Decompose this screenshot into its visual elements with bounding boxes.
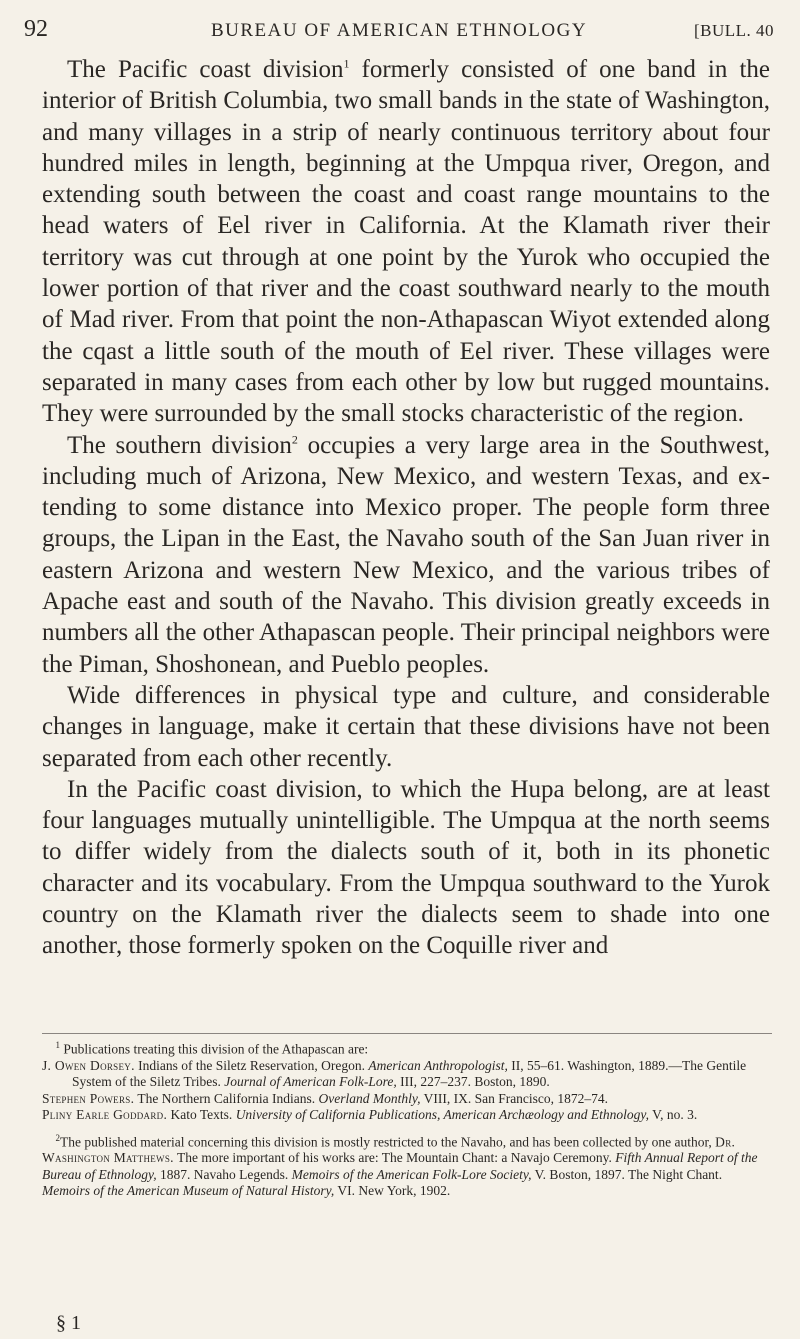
footnote-ref-2[interactable]: 2	[291, 432, 298, 447]
footnote-1	[42, 1037, 772, 1058]
citation-journal: Memoirs of the American Museum of Natural History,	[42, 1183, 335, 1199]
page-number: 92	[24, 16, 48, 42]
citation-detail: VIII, IX. San Francisco, 1872–74.	[420, 1090, 609, 1106]
citation-author: Dr. Washington Matthews.	[42, 1134, 736, 1166]
citation-title: Kato Texts.	[167, 1107, 236, 1123]
citation-journal: American Anthropologist,	[368, 1057, 508, 1073]
footnote-text: The published material concerning this division is mostly restricted to the Navaho, and has been collected by one author,	[60, 1134, 716, 1150]
paragraph-languages	[42, 774, 770, 962]
footnote-intro: Publications treating this division of the Athapascan are:	[63, 1041, 369, 1057]
citation-title: The Northern California Indians.	[134, 1090, 319, 1106]
footnote-text: The more important of his works are: The Mountain Chant: a Navajo Ceremony.	[173, 1150, 616, 1166]
citation-author: Pliny Earle Goddard.	[42, 1107, 168, 1123]
paragraph-text: Wide differences in physical type and culture, and considerable changes in language, make it certain that these divisions have not been separated from each other recently.	[42, 681, 770, 772]
citation-journal: Fifth Annual Report of the Bureau of Ethnology,	[42, 1150, 758, 1182]
citation-author: J. Owen Dorsey.	[42, 1057, 135, 1073]
footnote-2	[42, 1130, 772, 1200]
main-text	[42, 54, 770, 962]
citation-detail: II, 55–61. Washington, 1889.—The Gentile System of the Siletz Tribes.	[72, 1057, 747, 1090]
citation-dorsey	[42, 1058, 772, 1091]
paragraph-pacific-division	[42, 54, 770, 430]
citation-title: Indians of the Siletz Reservation, Oregon.	[134, 1057, 369, 1073]
paragraph-southern-division	[42, 430, 770, 680]
footnote-text: VI. New York, 1902.	[334, 1183, 451, 1199]
paragraph-text: In the Pacific coast division, to which the Hupa belong, are at least four languages mutually unintelligible. The Umpqua at the north seems to differ widely from the dialects south of it, both in its phonetic character and its vocabulary. From the Umpqua southward to the Yurok country on the Klamath river the dialects seem to shade into one another, those formerly spoken on the Coquille river and	[42, 775, 770, 960]
footnotes	[42, 1037, 772, 1200]
running-header	[24, 14, 774, 50]
footnote-mark: 2	[55, 1132, 60, 1143]
citation-journal: Memoirs of the American Folk-Lore Society,	[291, 1166, 532, 1182]
paragraph-differences	[42, 680, 770, 774]
paragraph-text: The Pacific coast division	[67, 56, 344, 83]
citation-detail: III, 227–237. Boston, 1890.	[396, 1074, 550, 1090]
citation-journal: Overland Monthly,	[318, 1090, 421, 1106]
citation-journal: Journal of American Folk-Lore,	[224, 1074, 397, 1090]
footnote-divider	[42, 1033, 772, 1034]
running-title: BUREAU OF AMERICAN ETHNOLOGY	[210, 20, 588, 41]
bulletin-number: [BULL. 40	[693, 21, 774, 40]
citation-author: Stephen Powers.	[42, 1090, 135, 1106]
footnote-mark: 1	[55, 1040, 60, 1050]
citation-goddard	[42, 1107, 772, 1123]
footnote-ref-1[interactable]: 1	[343, 56, 350, 71]
paragraph-text: The southern division	[67, 431, 292, 459]
citation-powers	[42, 1091, 772, 1107]
footnote-text: 1887. Navaho Legends.	[156, 1166, 292, 1182]
citation-journal: University of California Publications, American Archæology and Ethnology,	[235, 1107, 650, 1123]
citation-detail: V, no. 3.	[649, 1107, 698, 1123]
paragraph-text: occupies a very large area in the Southwest, including much of Arizona, New Mexico, and western Texas, and extending to some distance into Mexico proper. The people form three groups, the Lipan in the East, the Navaho south of the San Juan river in eastern Arizona and western New Mexico, and the various tribes of Apache east and south of the Navaho. This division greatly exceeds in numbers all the other Athapascan people. Their principal neighbors were the Piman, Shoshonean, and Pueblo peoples.	[42, 431, 770, 678]
paragraph-text: formerly consisted of one band in the interior of British Columbia, two small bands in the state of Washington, and many villages in a strip of nearly continuous territory about four hundred miles in length, beginning at the Umpqua river, Oregon, and extending south between the coast and coast range mountains to the head waters of Eel river in California. At the Klamath river their territory was cut through at one point by the Yurok who occupied the lower portion of that river and the coast southward nearly to the mouth of Mad river. From that point the non-Athapascan Wiyot extended along the cqast a little south of the mouth of Eel river. These villages were separated in many cases from each other by low but rugged mountains. They were surrounded by the small stocks characteristic of the region.	[42, 56, 770, 428]
footnote-text: V. Boston, 1897. The Night Chant.	[531, 1166, 723, 1182]
section-signature: § 1	[56, 1312, 81, 1334]
